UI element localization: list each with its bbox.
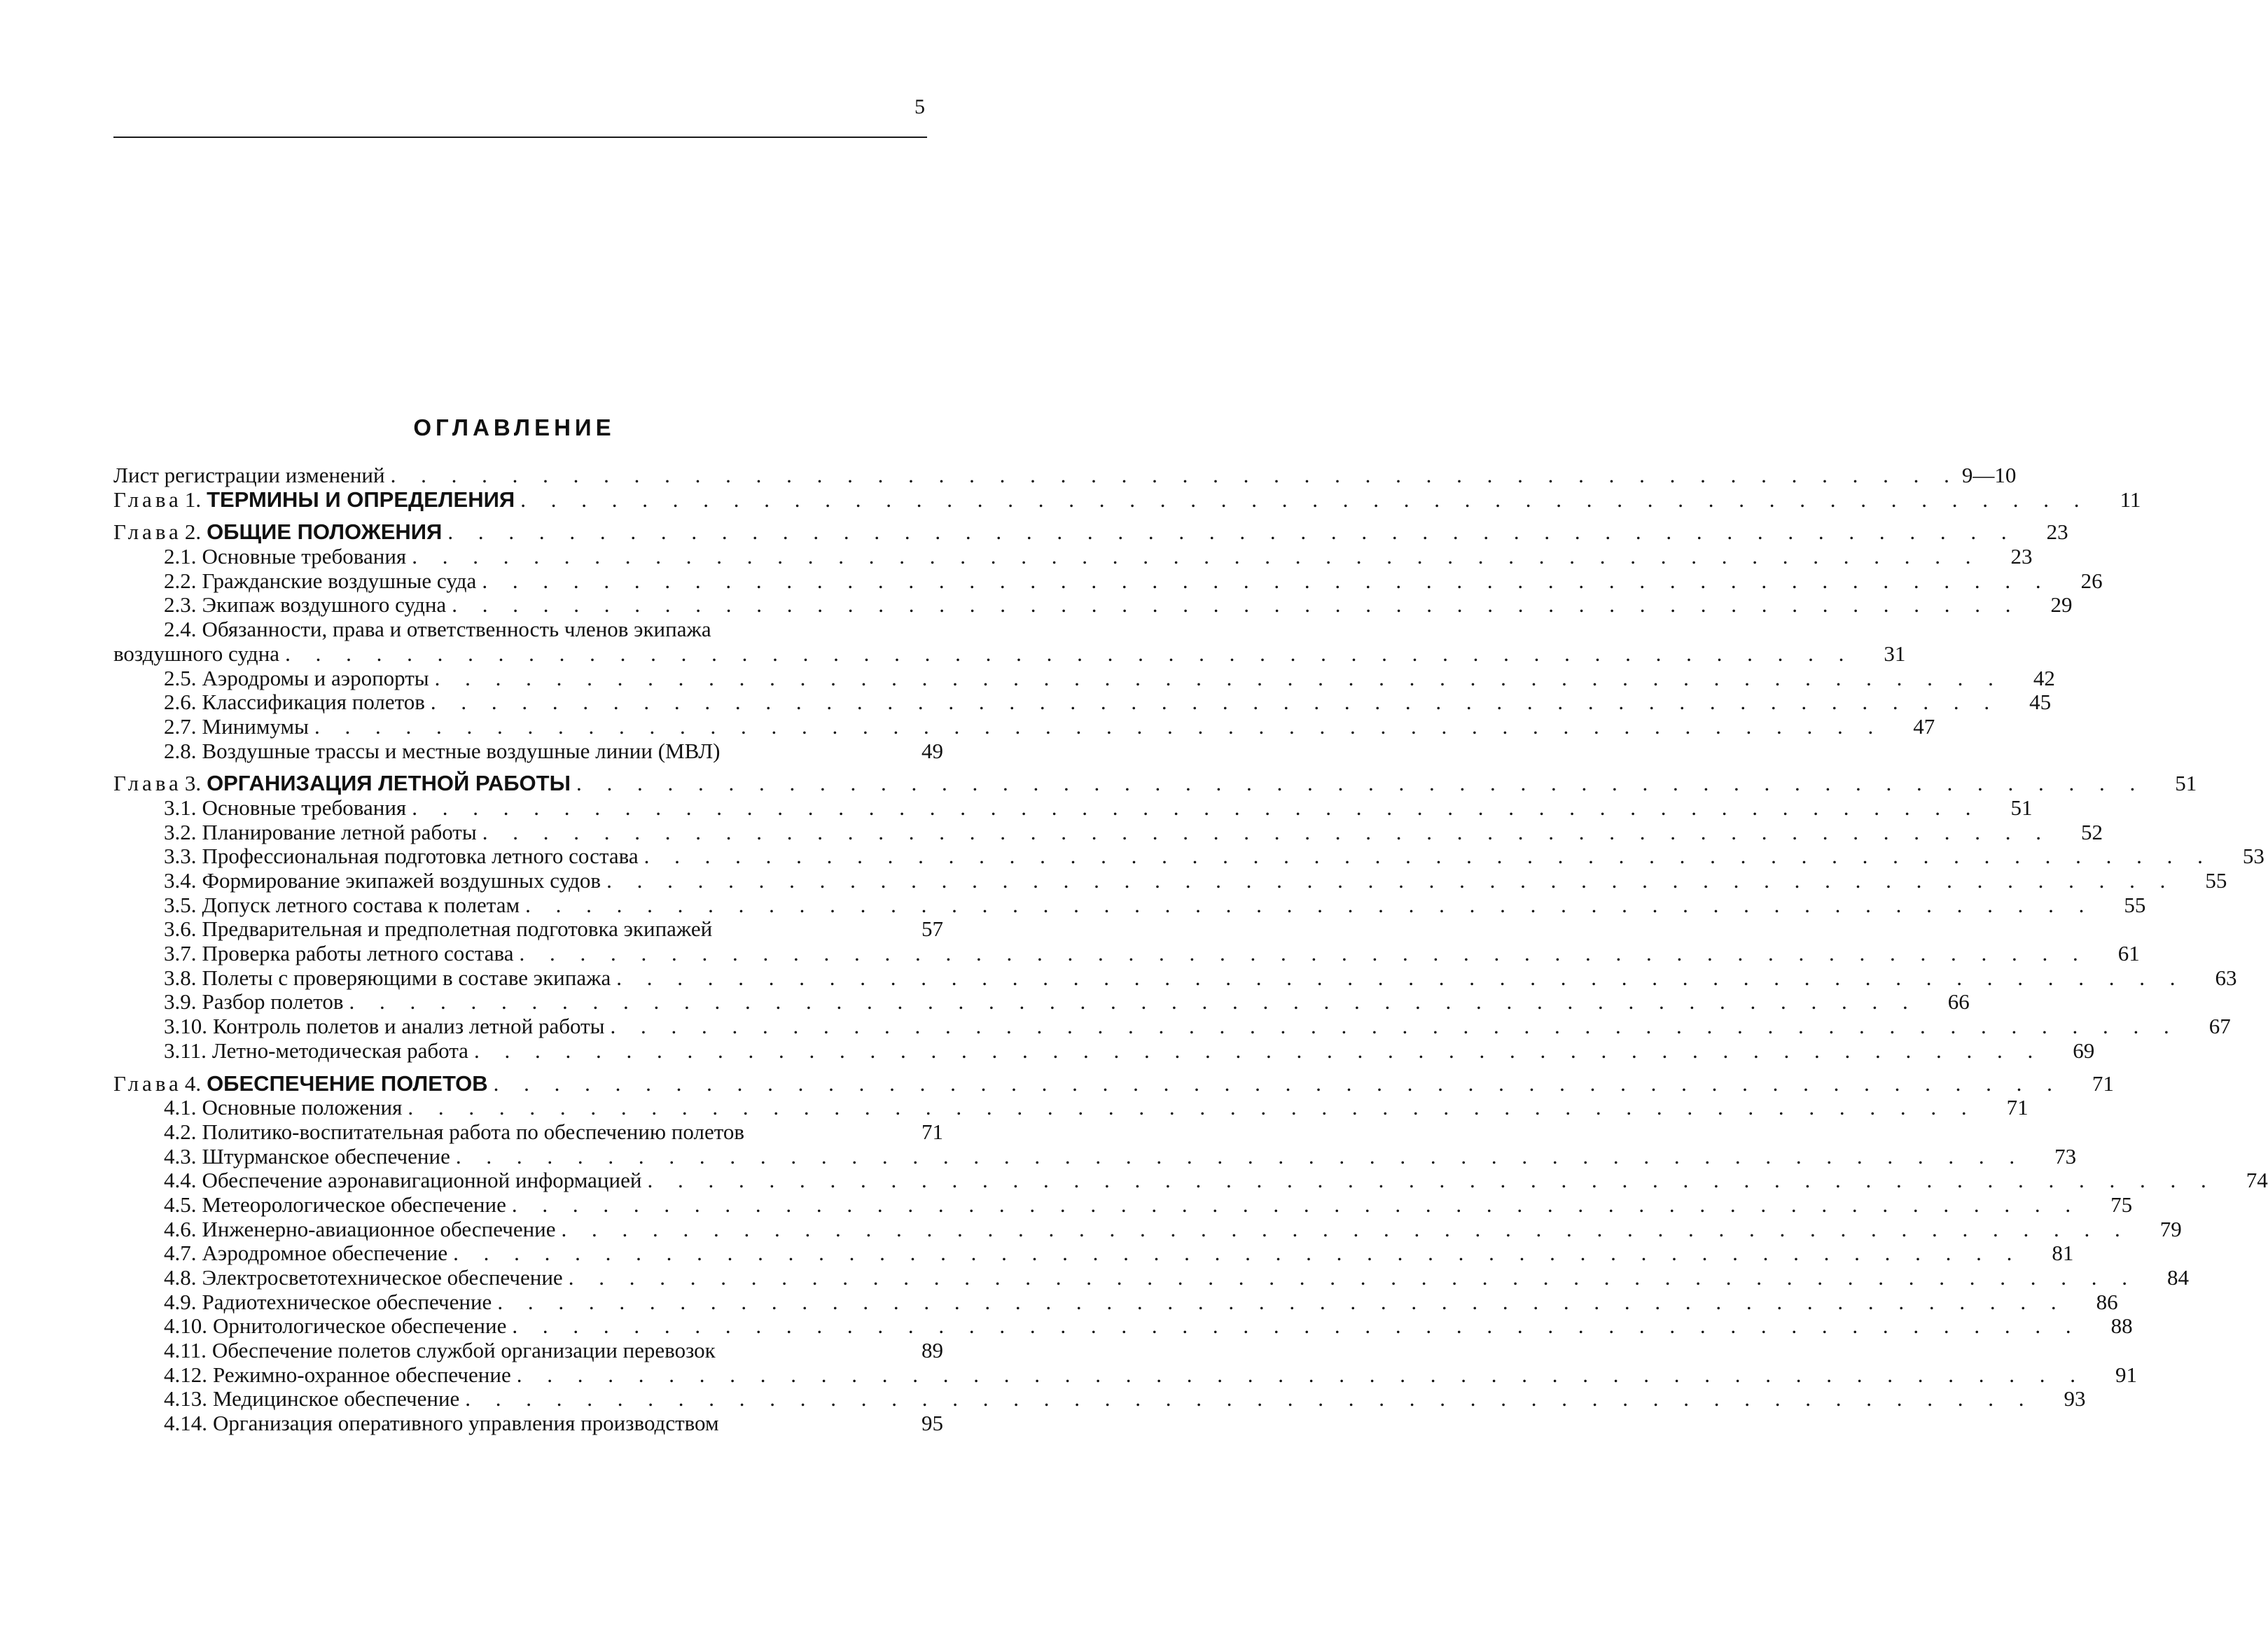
toc-entry-row [113,1216,2182,1242]
dot-leader [525,893,2094,918]
toc-entry-number: 2.8. [164,738,197,763]
toc-entry-title: Допуск летного состава к полетам [202,892,520,917]
dot-leader [408,1096,1976,1120]
toc-page-number: 11 [2120,487,2141,512]
toc-entry-row [113,965,2237,991]
toc-entry-number: 4.1. [164,1095,197,1120]
toc-entry-title: Аэродромное обеспечение [202,1241,448,1266]
toc-page-number: 47 [1913,713,1935,739]
toc-entry-title: Метеорологическое обеспечение [202,1192,506,1217]
toc-entry-title: Гражданские воздушные суда [202,568,477,593]
toc-entry-row [113,665,2055,691]
toc-page-number: 26 [2080,568,2103,593]
toc-entry-title: Аэродромы и аэропорты [202,665,429,690]
dot-leader [453,1241,2022,1266]
toc-entry-title: Организация оперативного управления производством [213,1411,719,1436]
dot-leader [576,772,2145,796]
toc-entry-row [113,1339,943,1363]
toc-page-number: 89 [921,1338,943,1363]
toc-page-number: 23 [2010,544,2033,569]
dot-leader [412,796,1980,821]
toc-entry-title: Проверка работы летного состава [202,941,514,966]
dot-leader [497,1290,2066,1315]
toc-entry-row [113,1120,943,1145]
dot-leader [456,1145,2024,1169]
toc-entry-row [113,917,943,942]
dot-leader [412,545,1980,569]
toc-page-number: 67 [2208,1014,2231,1039]
toc-entry-number: 3.2. [164,819,197,844]
toc-entry-title: Политико-воспитательная работа по обеспечению полетов [202,1119,745,1144]
dot-leader [482,821,2051,845]
toc-entry-number: 3.11. [164,1038,207,1063]
toc-page-number: 71 [921,1119,943,1144]
toc-chapter-row [113,771,2197,796]
toc-entry-number: 3.7. [164,941,197,966]
dot-leader [517,1363,2085,1388]
toc-page-number: 91 [2115,1362,2137,1387]
toc-entry-number: 4.6. [164,1216,197,1241]
toc-page-number: 55 [2205,868,2227,893]
chapter-label: Глава [113,771,182,796]
toc-entry-row [113,739,943,764]
dot-leader [482,569,2050,594]
toc-entry-row [113,868,2227,893]
toc-entry-number: 3.4. [164,868,197,893]
toc-page-number: 57 [921,916,943,942]
toc-page-number: 71 [2092,1070,2114,1096]
toc-page-number: 63 [2215,965,2237,990]
dot-leader [611,1014,2179,1039]
toc-entry-title: Контроль полетов и анализ летной работы [213,1014,605,1039]
toc-entry-row [113,989,1970,1014]
toc-entry-row [113,1095,2029,1120]
chapter-label: Глава [113,1070,182,1096]
toc-entry-number: 2.6. [164,690,197,715]
toc-entry-row [113,1168,2268,1193]
chapter-label: Глава [113,487,182,512]
toc-page-number: 73 [2054,1143,2077,1169]
dot-leader [435,667,2003,691]
chapter-title: ТЕРМИНЫ И ОПРЕДЕЛЕНИЯ [207,487,515,512]
toc-entry-title: Экипаж воздушного судна [202,592,447,618]
toc-page-number: 95 [921,1411,943,1436]
toc-entry-row [113,844,2264,869]
toc-entry-title: Воздушные трассы и местные воздушные линии (МВЛ) [202,738,721,763]
toc-entry-title: Планирование летной работы [202,819,477,844]
toc-entry-row [113,1386,2086,1411]
dot-leader [512,1314,2080,1339]
chapter-title: ОРГАНИЗАЦИЯ ЛЕТНОЙ РАБОТЫ [207,771,571,796]
toc-page-number: 66 [1947,989,1970,1014]
toc-entry-row [113,941,2140,966]
dot-leader [562,1218,2130,1242]
dot-leader [431,690,1999,715]
toc-entry-number: 4.14. [164,1411,207,1436]
toc-entry-title: Профессиональная подготовка летного состава [202,844,639,869]
toc-entry-number: 2.2. [164,568,197,593]
toc-entry-number: 3.9. [164,989,197,1014]
toc-entry-number: 4.5. [164,1192,197,1217]
toc-entry-row [113,1241,2074,1266]
toc-page-number: 49 [921,738,943,763]
toc-entry-title: Орнитологическое обеспечение [213,1313,507,1339]
toc-entry-number: 4. [184,1070,202,1096]
toc-entry-number: 4.2. [164,1119,197,1144]
toc-entry-title: воздушного судна [113,641,280,666]
toc-entry-number: 4.12. [164,1362,207,1387]
toc-entry-row [113,1362,2137,1388]
toc-entry-title: Летно-методическая работа [211,1038,468,1063]
toc-chapter-row [113,1070,2114,1096]
dot-leader [520,488,2089,512]
dot-leader [465,1387,2033,1411]
toc-entry-title: Обеспечение аэронавигационной информацией [202,1168,642,1193]
toc-entry-row [113,568,2103,594]
toc-entry-number: 3.1. [164,795,197,820]
toc-entry-number: 4.8. [164,1265,197,1290]
toc-page-number: 86 [2096,1289,2118,1314]
toc-entry-number: 3.6. [164,916,197,942]
toc-page-number: 75 [2110,1192,2133,1217]
toc-entry-row [113,795,2033,821]
toc-entry-number: 4.3. [164,1143,197,1169]
toc-entry-row [113,690,2052,715]
toc-page-number: 93 [2064,1386,2086,1411]
toc-page-number: 51 [2175,771,2197,796]
toc-entry-title: Штурманское обеспечение [202,1143,450,1169]
toc-entry-title: Режимно-охранное обеспечение [213,1362,511,1387]
dot-leader [314,715,1883,739]
toc-page-number: 69 [2073,1038,2095,1063]
toc-entry-row [113,713,1935,739]
toc-entry-row [113,1192,2133,1218]
toc-entry-number: 3. [184,771,202,796]
toc-entry-number: 4.9. [164,1289,197,1314]
toc-entry-row [113,592,2073,618]
toc-page-number: 71 [2006,1095,2029,1120]
toc-page-number: 29 [2050,592,2073,618]
dot-leader [616,966,2185,991]
page-number: 5 [914,95,925,118]
toc-page-number: 51 [2010,795,2033,820]
toc-entry-number: 3.3. [164,844,197,869]
toc-page-number: 52 [2080,819,2103,844]
toc-page-number: 84 [2166,1265,2189,1290]
toc-entry-row [113,544,2033,569]
toc-chapter-row [113,487,2141,512]
toc-page-number: 79 [2159,1216,2182,1241]
dot-leader [647,1169,2215,1193]
dot-leader [391,463,1959,488]
table-of-contents [113,463,2268,1436]
toc-entry-row [113,463,2017,488]
toc-entry-title: Минимумы [202,713,309,739]
toc-entry-number: 3.8. [164,965,197,990]
toc-entry-title: Электросветотехническое обеспечение [202,1265,563,1290]
chapter-title: ОБЩИЕ ПОЛОЖЕНИЯ [207,519,443,545]
toc-entry-number: 4.7. [164,1241,197,1266]
chapter-title: ОБЕСПЕЧЕНИЕ ПОЛЕТОВ [207,1070,488,1096]
toc-entry-row [113,1313,2133,1339]
toc-page-number: 74 [2246,1168,2268,1193]
toc-page-number: 53 [2242,844,2264,869]
toc-entry-number: 2.5. [164,665,197,690]
toc-entry-title: Основные требования [202,795,407,820]
dot-leader [569,1266,2137,1290]
toc-entry-row [113,1038,2095,1063]
toc-page-number: 23 [2046,519,2068,545]
dot-leader [349,990,1917,1014]
toc-entry-number: 3.10. [164,1014,207,1039]
toc-page-number: 81 [2052,1241,2074,1266]
toc-entry-row [113,618,943,642]
dot-leader [285,642,1853,667]
toc-page-number: 9—10 [1961,463,2017,487]
page-title: ОГЛАВЛЕНИЕ [413,414,615,440]
toc-entry-title: Лист регистрации изменений [113,463,385,487]
dot-leader [452,593,2020,618]
toc-entry-number: 1. [184,487,202,512]
toc-entry-row [113,819,2103,845]
toc-page-number: 55 [2124,892,2146,917]
toc-entry-title: Разбор полетов [202,989,344,1014]
toc-page-number: 42 [2033,665,2055,690]
dot-leader [519,942,2087,966]
toc-page-number: 45 [2029,690,2052,715]
toc-entry-number: 2. [184,519,202,545]
toc-entry-row [113,1265,2189,1290]
dot-leader [494,1072,2062,1096]
header-rule [113,137,927,138]
toc-entry-title: Инженерно-авиационное обеспечение [202,1216,556,1241]
toc-entry-row [113,641,1906,667]
toc-entry-title: Формирование экипажей воздушных судов [202,868,601,893]
chapter-label: Глава [113,519,182,545]
toc-entry-row [113,1289,2118,1315]
toc-page-number: 61 [2117,941,2140,966]
toc-entry-title: Обеспечение полетов службой организации перевозок [211,1338,716,1363]
dot-leader [447,520,2016,545]
toc-entry-number: 4.11. [164,1338,207,1363]
toc-entry-number: 3.5. [164,892,197,917]
toc-entry-number: 4.4. [164,1168,197,1193]
dot-leader [606,869,2175,893]
toc-chapter-row [113,519,2068,545]
toc-entry-title: Обязанности, права и ответственность членов экипажа [202,617,711,642]
toc-entry-title: Предварительная и предполетная подготовка экипажей [202,916,713,942]
dot-leader [644,844,2213,869]
toc-page-number: 31 [1884,641,1906,666]
toc-entry-number: 2.1. [164,544,197,569]
toc-entry-number: 2.4. [164,617,197,642]
toc-entry-row [113,1411,943,1436]
dot-leader [474,1039,2043,1063]
toc-entry-row [113,892,2146,918]
dot-leader [512,1193,2080,1218]
toc-entry-row [113,1143,2077,1169]
toc-entry-row [113,1014,2231,1039]
toc-entry-number: 4.10. [164,1313,207,1339]
toc-entry-number: 2.7. [164,713,197,739]
toc-entry-title: Радиотехническое обеспечение [202,1289,492,1314]
toc-entry-title: Полеты с проверяющими в составе экипажа [202,965,611,990]
toc-page-number: 88 [2110,1313,2133,1339]
toc-entry-number: 4.13. [164,1386,207,1411]
toc-entry-title: Медицинское обеспечение [213,1386,460,1411]
toc-entry-title: Основные требования [202,544,407,569]
toc-entry-title: Классификация полетов [202,690,425,715]
toc-entry-title: Основные положения [202,1095,403,1120]
toc-entry-number: 2.3. [164,592,197,618]
